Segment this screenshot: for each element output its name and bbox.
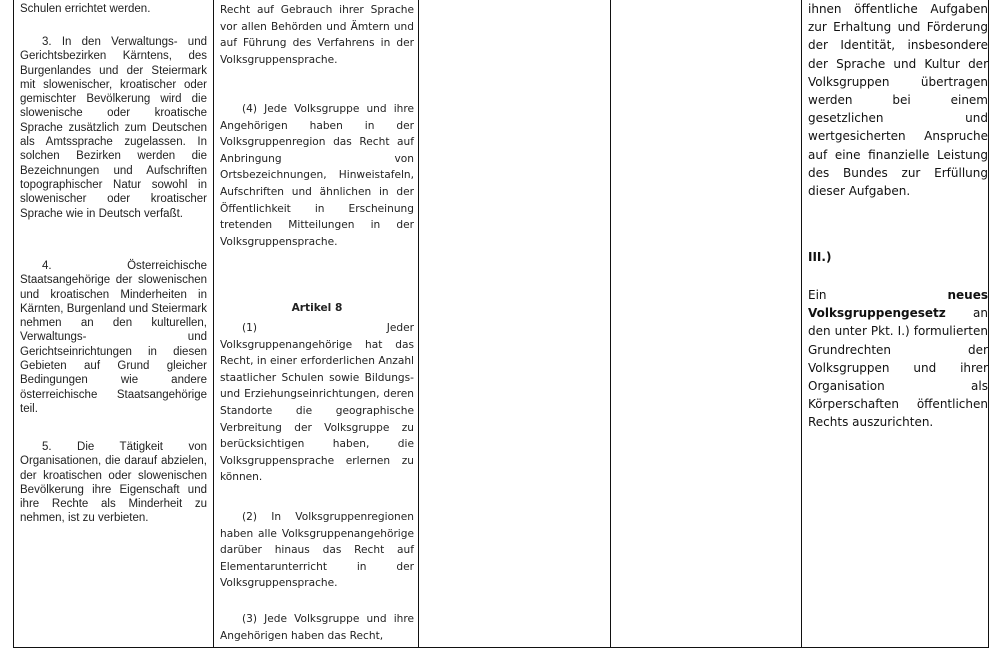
paragraph-text: ihnen öffentliche Aufgaben zur Erhaltung und Förderung der Identität, insbesondere der Sprache und Kultur der Volksgruppen übertragen werden bei einem gesetzlichen und wertgesicherten Anspruche auf eine finanzielle Leistung des Bundes zur Erfüllung dieser Aufgaben. — [808, 2, 988, 199]
paragraph-article-4: 4. Österreichische Staatsangehörige der slowenischen und kroatischen Minderheiten in Kärnten, Burgenland und Steiermark nehmen an den kulturellen, Verwaltungs- und Gerichtseinrichtungen in diesen Gebieten auf Grund gleicher Bedingungen wie andere österreichische Staatsangehörige teil. — [20, 260, 207, 415]
column-empty-2 — [611, 0, 802, 648]
text-run: an den unter Pkt. I.) formulierten Grundrechten der Volksgruppen und ihrer Organisation als Körperschaften öffentlichen Rechts auszurichten. — [808, 306, 988, 430]
paragraph-article-8-3: (3) Jede Volksgruppe und ihre Angehörigen haben das Recht, — [220, 613, 414, 642]
paragraph-text: Recht auf Gebrauch ihrer Sprache vor allen Behörden und Ämtern und auf Führung des Verfahrens in der Volksgruppensprache. — [220, 4, 414, 66]
article-heading: Artikel 8 — [291, 302, 343, 314]
paragraph-article-8-1: (1) Jeder Volksgruppenangehörige hat das Recht, in einer erforderlichen Anzahl staatlicher Schulen sowie Bildungs- und Erziehungseinrichtungen, deren Standorte die geographische Verbreitung der Volksgruppe zu berücksichtigen haben, die Volksgruppensprache erlernen zu können. — [220, 322, 414, 484]
document-page — [13, 0, 989, 648]
column-austrian-state-treaty — [14, 0, 214, 648]
paragraph-article-5: 5. Die Tätigkeit von Organisationen, die darauf abzielen, der kroatischen oder slowenischen Bevölkerung ihre Eigenschaft und ihre Rechte als Minderheit zu nehmen, ist zu verbieten. — [20, 441, 207, 525]
paragraph-text: Schulen errichtet werden. — [20, 3, 151, 15]
column-demands — [802, 0, 990, 648]
paragraph-article-3: 3. In den Verwaltungs- und Gerichtsbezirken Kärntens, des Burgenlandes und der Steiermark mit slowenischer, kroatischer oder gemischter Bevölkerung wird die slowenische oder kroatische Sprache zusätzlich zum Deutschen als Amtssprache zugelassen. In solchen Bezirken werden die Bezeichnungen und Aufschriften topographischer Natur sowohl in slowenischer oder kroatischer Sprache wie in Deutsch verfaßt. — [20, 36, 207, 220]
column-empty-1 — [419, 0, 611, 648]
bold-term: neues Volksgruppengesetz — [808, 288, 988, 321]
section-heading: III.) — [808, 250, 832, 264]
paragraph-section-3 — [808, 286, 988, 432]
text-run: Ein — [808, 288, 948, 302]
column-proposal — [214, 0, 419, 648]
paragraph-section-4: (4) Jede Volksgruppe und ihre Angehörigen haben in der Volksgruppenregion das Recht auf Anbringung von Ortsbezeichnungen, Hinweistafeln, Aufschriften und ähnlichen in der Öffentlichkeit in Erscheinung tretenden Mitteilungen in der Volksgruppensprache. — [220, 103, 414, 248]
paragraph-article-8-2: (2) In Volksgruppenregionen haben alle Volksgruppenangehörige darüber hinaus das Recht auf Elementarunterricht in der Volksgruppensprache. — [220, 511, 414, 590]
